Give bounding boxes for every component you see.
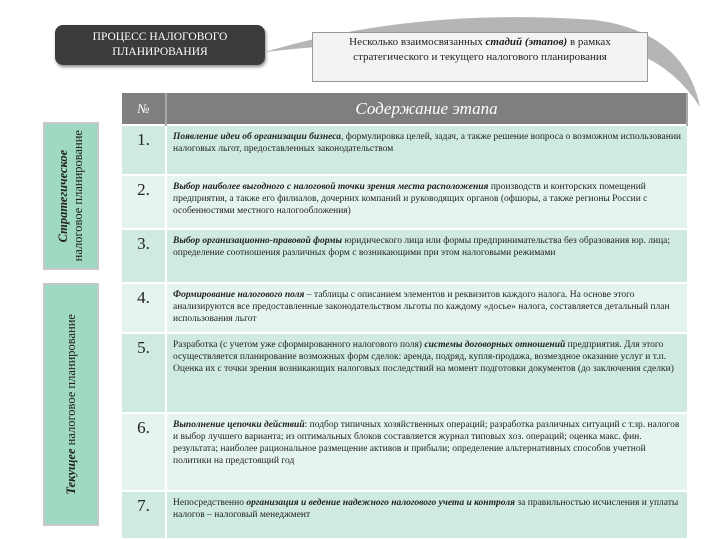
stage-content xyxy=(166,413,687,491)
stages-table xyxy=(122,93,688,538)
header-number: № xyxy=(122,93,166,125)
stage-number: 2. xyxy=(122,175,166,229)
stage-text-end: – таблицы с описанием элементов и реквизитов каждого налога. На основе этого анализируются все предоставленные законодательством льготы по каждому «досье» налога, составляется детальный план использования льгот xyxy=(173,290,670,324)
stage-content xyxy=(166,491,687,538)
stage-text-end: предприятия. Для этого осуществляется планирование возможных форм сделок: аренда, подряд, купля-продажа, возмездное оказание услуг и т.п. Оценка их с точки зрения возникающих налоговых последствий на момент подготовки документов (до заключения сделки) xyxy=(173,340,674,374)
stage-emphasis: организация и ведение надежного налогового учета и контроля xyxy=(246,498,516,508)
stage-number: 1. xyxy=(122,125,166,175)
stage-text: Непосредственно xyxy=(173,498,247,508)
callout-text: Несколько взаимосвязанных xyxy=(349,36,486,48)
callout-emphasis: стадий (этапов) xyxy=(485,36,568,48)
strategic-label-em: Стратегическое xyxy=(56,149,70,243)
stage-number: 6. xyxy=(122,413,166,491)
stage-content xyxy=(166,283,687,333)
current-label: налоговое планирование xyxy=(63,314,78,449)
stage-content xyxy=(166,175,687,229)
stage-text-end: за правильностью исчисления и уплаты налогов – налоговый менеджмент xyxy=(173,498,679,520)
table-row xyxy=(122,333,687,413)
process-title xyxy=(55,25,265,65)
stage-content xyxy=(166,229,687,283)
header-content: Содержание этапа xyxy=(166,93,687,125)
stage-emphasis: Выбор наиболее выгодного с налоговой точки зрения места расположения xyxy=(173,182,489,192)
table-row xyxy=(122,413,687,491)
stage-text-end: производств и конторских помещений предприятия, а также его филиалов, дочерних компаний и руководящих органов (офшоры, а также регионы России с особенностями местного налогообложения) xyxy=(173,182,648,216)
stage-text-end: юридического лица или формы предпринимательства без образования юр. лица; определение соотношения различных форм с возникающими при этом налоговыми режимами xyxy=(173,236,671,258)
callout-box xyxy=(312,32,648,82)
strategic-label-box xyxy=(43,122,99,270)
stage-text-end: , формулировка целей, задач, а также решение вопроса о возможном использовании налоговых льгот, предоставленных законодательством xyxy=(173,132,681,154)
current-label-em: Текущее xyxy=(63,448,78,495)
strategic-label: налоговое планирование xyxy=(71,130,85,262)
stage-emphasis: Формирование налогового поля xyxy=(173,290,305,300)
table-row xyxy=(122,283,687,333)
table-row xyxy=(122,229,687,283)
stage-emphasis: Выбор организационно-правовой формы xyxy=(173,236,343,246)
stage-number: 3. xyxy=(122,229,166,283)
stage-text-end: : подбор типичных хозяйственных операций; разработка различных ситуаций с т.зр. налогов и выбор лучшего варианта; из оптимальных блоков составляется журнал типовых хоз. операций; оценка макс. фин. результата; наиболее рациональное размещение активов и прибыли; определение альтернативных способов учетной политики на предстоящий год xyxy=(173,420,680,466)
current-label-box xyxy=(43,283,99,526)
stage-number: 5. xyxy=(122,333,166,413)
stage-emphasis: Выполнение цепочки действий xyxy=(173,420,305,430)
stage-content xyxy=(166,125,687,175)
callout-text-end: в рамках стратегического и текущего налогового планирования xyxy=(353,36,611,63)
stage-number: 4. xyxy=(122,283,166,333)
stage-text: Разработка (с учетом уже сформированного налогового поля) xyxy=(173,340,425,350)
table-row xyxy=(122,491,687,538)
stage-emphasis: системы договорных отношений xyxy=(424,340,566,350)
table-row xyxy=(122,175,687,229)
stage-number: 7. xyxy=(122,491,166,538)
stage-emphasis: Появление идеи об организации бизнеса xyxy=(173,132,341,142)
table-row xyxy=(122,125,687,175)
process-title-text: ПРОЦЕСС НАЛОГОВОГО ПЛАНИРОВАНИЯ xyxy=(92,31,228,58)
stage-content xyxy=(166,333,687,413)
